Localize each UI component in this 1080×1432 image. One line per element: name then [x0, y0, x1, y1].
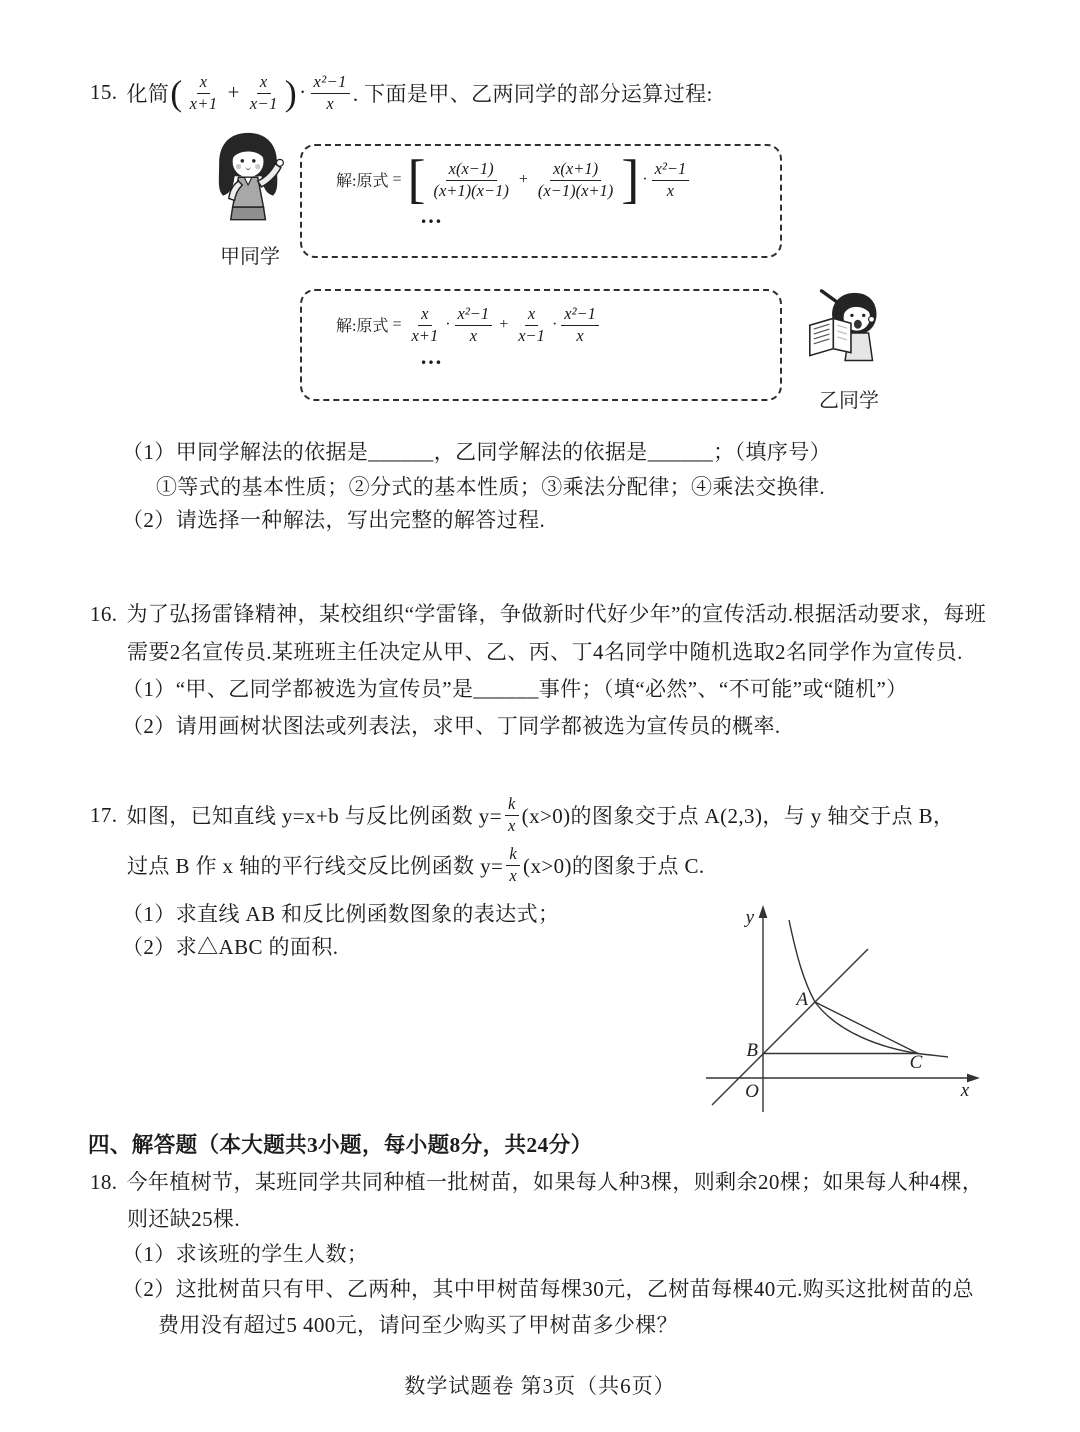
- page-footer: 数学试题卷 第3页（共6页）: [404, 1374, 676, 1398]
- fraction-denominator: (x+1)(x−1): [433, 180, 509, 200]
- fraction-denominator: x: [326, 93, 335, 113]
- fraction: [515, 304, 548, 346]
- p18-question-1: （1）求该班的学生人数；: [122, 1242, 369, 1266]
- fraction-numerator: x²−1: [311, 72, 350, 94]
- point-c-label: C: [909, 1052, 923, 1073]
- fraction-denominator: x−1: [518, 325, 545, 345]
- problem-17-number: 17.: [90, 802, 118, 827]
- fraction-numerator: x²−1: [561, 304, 599, 326]
- fraction: [535, 159, 616, 201]
- function-graph: [690, 890, 990, 1118]
- problem-15-intro: [90, 72, 713, 114]
- fraction: [561, 304, 599, 346]
- section-4-header: 四、解答题（本大题共3小题，每小题8分，共24分）: [88, 1133, 593, 1157]
- plus-sign: +: [227, 80, 240, 105]
- p16-question-1: （1）“甲、乙同学都被选为宣传员”是______事件；（填“必然”、“不可能”或“随机”）: [122, 677, 908, 701]
- fraction: [506, 844, 520, 886]
- x-axis-label: x: [960, 1080, 970, 1101]
- p17-line2-pre: 过点 B 作 x 轴的平行线交反比例函数 y=: [127, 854, 504, 878]
- fraction-denominator: x: [666, 180, 675, 200]
- solution-b-formula: [336, 304, 780, 346]
- fraction-denominator: x: [469, 325, 478, 345]
- multiply-dot: ·: [299, 80, 307, 105]
- line-ab: [712, 949, 868, 1105]
- fraction-denominator: (x−1)(x+1): [537, 180, 614, 200]
- problem-15-number: 15.: [90, 80, 118, 105]
- fraction-numerator: x²−1: [455, 304, 493, 326]
- p17-question-2: （2）求△ABC 的面积.: [122, 935, 339, 959]
- p15-options: ①等式的基本性质；②分式的基本性质；③乘法分配律；④乘法交换律.: [156, 475, 826, 499]
- equals-sign: =: [392, 170, 402, 188]
- fraction-denominator: x: [507, 816, 516, 835]
- point-b-label: B: [746, 1040, 758, 1061]
- fraction: [505, 794, 519, 836]
- p16-text1: 为了弘扬雷锋精神，某校组织“学雷锋，争做新时代好少年”的宣传活动.根据活动要求，每班: [126, 602, 987, 626]
- boy-student-illustration: [797, 286, 901, 384]
- fraction-numerator: x²−1: [652, 159, 690, 181]
- fraction: [408, 304, 441, 346]
- fraction: [247, 72, 281, 114]
- p17-line1-post: (x>0)的图象交于点 A(2,3)，与 y 轴交于点 B，: [521, 804, 955, 828]
- solution-a-formula: [336, 149, 780, 209]
- segment-ac: [815, 1002, 918, 1054]
- fraction-denominator: x+1: [411, 325, 439, 345]
- open-paren: (: [170, 72, 183, 113]
- right-bracket: ]: [621, 149, 640, 209]
- ellipsis: …: [420, 203, 444, 229]
- solution-lead: 解:原式: [336, 318, 389, 336]
- p15-intro-suffix: . 下面是甲、乙两同学的部分运算过程:: [352, 81, 713, 106]
- fraction: [455, 304, 493, 346]
- multiply-dot: ·: [445, 315, 451, 333]
- p15-question-1: （1）甲同学解法的依据是______，乙同学解法的依据是______；（填序号）: [122, 440, 831, 464]
- problem-17-line2: [127, 839, 705, 891]
- p18-text1: 今年植树节，某班同学共同种植一批树苗，如果每人种3棵，则剩余20棵；如果每人种4棵，: [126, 1170, 984, 1194]
- fraction-denominator: x: [509, 866, 518, 885]
- solution-box-student-b: [300, 289, 782, 401]
- student-a-label: 甲同学: [220, 246, 280, 268]
- p15-intro-prefix: 化简: [126, 81, 170, 106]
- p16-question-2: （2）请用画树状图法或列表法，求甲、丁同学都被选为宣传员的概率.: [122, 714, 781, 738]
- y-axis-arrow: [759, 905, 768, 918]
- hyperbola-curve: [789, 920, 948, 1057]
- left-bracket: [: [407, 149, 426, 209]
- multiply-dot: ·: [551, 315, 558, 333]
- student-b-label: 乙同学: [819, 390, 879, 412]
- fraction-denominator: x−1: [249, 93, 278, 113]
- fraction-numerator: x: [197, 72, 211, 94]
- fraction-numerator: k: [505, 794, 519, 816]
- ellipsis: …: [420, 343, 444, 369]
- fraction-denominator: x+1: [189, 93, 218, 113]
- p18-question-2-line2: 费用没有超过5 400元，请问至少购买了甲树苗多少棵？: [158, 1313, 679, 1337]
- fraction: [187, 72, 221, 114]
- problem-17-line1: [90, 789, 954, 841]
- p17-line1-pre: 如图，已知直线 y=x+b 与反比例函数 y=: [126, 804, 502, 828]
- fraction-denominator: x: [576, 325, 584, 345]
- point-a-label: A: [796, 989, 808, 1010]
- solution-lead: 解:原式: [336, 173, 389, 191]
- fraction-numerator: x: [525, 304, 538, 326]
- fraction: [430, 159, 511, 201]
- fraction-numerator: x(x−1): [446, 159, 497, 181]
- p18-question-2-line1: （2）这批树苗只有甲、乙两种，其中甲树苗每棵30元，乙树苗每棵40元.购买这批树苗的总: [122, 1277, 974, 1301]
- plus-sign: +: [518, 170, 528, 188]
- solution-box-student-a: [300, 144, 782, 258]
- fraction: [311, 72, 350, 114]
- girl-student-illustration: [200, 130, 300, 238]
- fraction-numerator: k: [506, 844, 520, 866]
- close-paren: ): [284, 72, 298, 113]
- problem-16-line1: [90, 598, 986, 628]
- problem-16-number: 16.: [90, 602, 118, 626]
- origin-label: O: [745, 1081, 759, 1102]
- plus-sign: +: [499, 315, 509, 333]
- fraction: [652, 159, 690, 201]
- multiply-dot: ·: [642, 170, 648, 188]
- y-axis-label: y: [745, 907, 754, 928]
- fraction-numerator: x(x+1): [550, 159, 601, 181]
- equals-sign: =: [392, 315, 402, 333]
- fraction-numerator: x: [418, 304, 431, 326]
- problem-18-line1: [90, 1166, 983, 1196]
- fraction-numerator: x: [257, 72, 271, 94]
- problem-18-line2: 则还缺25棵.: [127, 1207, 241, 1231]
- problem-16-line2: 需要2名宣传员.某班班主任决定从甲、乙、丙、丁4名同学中随机选取2名同学作为宣传员.: [127, 640, 963, 664]
- problem-18-number: 18.: [90, 1170, 118, 1194]
- p17-line2-post: (x>0)的图象于点 C.: [523, 854, 705, 878]
- p17-question-1: （1）求直线 AB 和反比例函数图象的表达式；: [122, 902, 560, 926]
- p15-question-2: （2）请选择一种解法，写出完整的解答过程.: [122, 508, 546, 532]
